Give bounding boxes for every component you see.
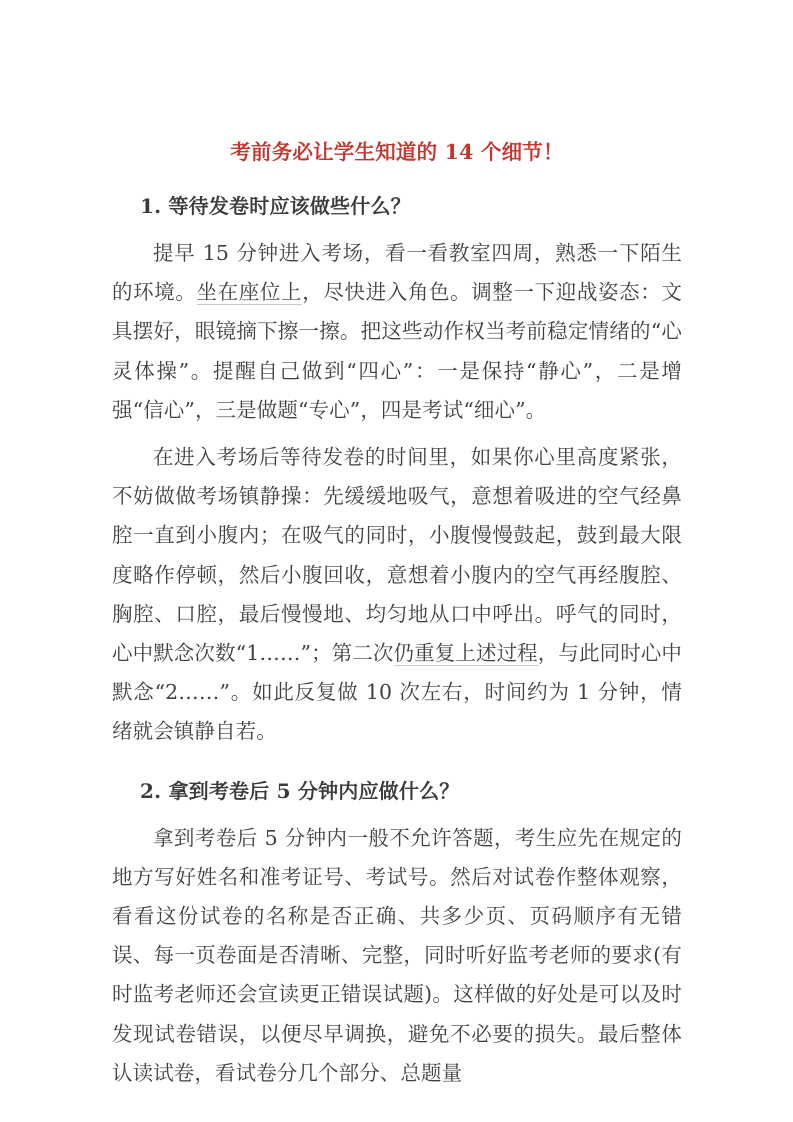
underlined-phrase: 坐在座位上 [196,280,303,305]
paragraph-text-lead: 提早 15 分钟进入考场，看一看教室四周，熟悉一下陌生的环境。 [112,241,682,305]
page-title: 考前务必让学生知道的 14 个细节！ [230,140,564,164]
paragraph-2-1 [112,819,682,1093]
paragraph-text-rest: ，与此同时心中默念“2……”。如此反复做 10 次左右，时间约为 1 分钟，情绪就会镇静自若。 [112,641,683,744]
paragraph-text-rest: ，尽快进入角色。调整一下迎战姿态：文具摆好，眼镜摘下擦一擦。把这些动作权当考前稳定情绪的“心灵体操”。提醒自己做到“四心”：一是保持“静心”，二是增强“信心”，三是做题“专心”，四是考试“细心”。 [112,280,682,422]
paragraph-1-2 [112,438,682,752]
document-content [112,0,682,1093]
section-heading-2: 2. 拿到考卷后 5 分钟内应做什么？ [140,778,460,803]
paragraph-text-lead: 拿到考卷后 5 分钟内一般不允许答题，考生应先在规定的地方写好姓名和准考证号、考试号。然后对试卷作整体观察，看看这份试卷的名称是否正确、共多少页、页码顺序有无错误、每一页卷面是否清晰、完整，同时听好监考老师的要求(有时监考老师还会宣读更正错误试题)。这样做的好处是可以及时发现试卷错误，以便尽早调换，避免不必要的损失。最后整体认读试卷，看试卷分几个部分、总题量 [112,825,682,1085]
section-heading-1: 1. 等待发卷时应该做些什么？ [140,194,411,218]
paragraph-text-lead: 在进入考场后等待发卷的时间里，如果你心里高度紧张，不妨做做考场镇静操：先缓缓地吸气，意想着吸进的空气经鼻腔一直到小腹内；在吸气的同时，小腹慢慢鼓起，鼓到最大限度略作停顿，然后小腹回收，意想着小腹内的空气再经腹腔、胸腔、口腔，最后慢慢地、均匀地从口中呼出。呼气的同时，心中默念次数“1……”；第二次 [112,445,682,666]
paragraph-1-1 [112,234,682,430]
underlined-phrase: 仍重复上述过程 [393,641,538,666]
